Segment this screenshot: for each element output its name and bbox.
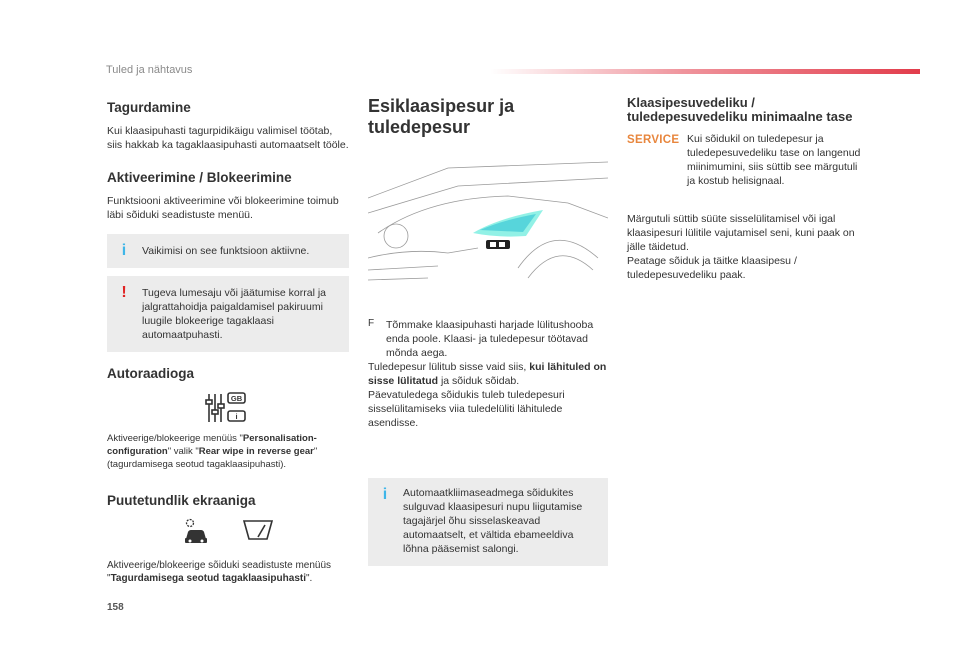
- bullet-text: Tõmmake klaasipuhasti harjade lülitushooba enda poole. Klaasi- ja tuledepesur töötavad mõnda aega.: [386, 319, 594, 359]
- bullet-marker: F: [368, 318, 375, 329]
- touch-icon-row: [107, 517, 349, 547]
- column-right: [627, 96, 865, 282]
- tagurdamine-text: Kui klaasipuhasti tagurpidikäigu valimisel töötab, siis hakkab ka tagaklaasipuhasti automaatselt tööle.: [107, 125, 349, 151]
- car-settings-icon: [181, 517, 211, 547]
- section-header: Tuled ja nähtavus: [106, 64, 193, 76]
- warning-icon: !: [121, 284, 127, 301]
- autoraadio-text: Aktiveerige/blokeerige menüüs "Personalisation-configuration" valik "Rear wipe in reverse gear" (tagurdamisega seotud tagaklaasipuhasti).: [107, 433, 318, 470]
- puutetundlik-title: Puutetundlik ekraaniga: [107, 493, 256, 508]
- warning-note: [107, 276, 349, 352]
- service-warning-row: [627, 132, 865, 188]
- washer-info-note: [368, 478, 608, 566]
- washer-text-1: Tuledepesur lülitub sisse vaid siis, kui lähituled on sisse lülitatud ja sõiduk sõidab.: [368, 361, 607, 387]
- column-middle: [368, 96, 608, 566]
- info-icon: i: [121, 242, 127, 259]
- info-note-text: Vaikimisi on see funktsioon aktiivne.: [142, 245, 310, 257]
- service-warning-icon: SERVICE: [627, 134, 680, 146]
- puutetundlik-text: Aktiveerige/blokeerige sõiduki seadistuste menüüs "Tagurdamisega seotud tagaklaasipuhasti".: [107, 560, 332, 584]
- autoraadio-title: Autoraadioga: [107, 366, 195, 381]
- washer-text-2: Päevatuledega sõidukis tuleb tuledepesuri sisselülitamiseks viia tuledelüliti lähitulede asendisse.: [368, 389, 565, 429]
- car-headlight-illustration: [368, 158, 608, 303]
- service-text: Kui sõidukil on tuledepesur ja tuledepesuvedeliku tase on langenud miinimumini, siis süttib see märgutuli ja kostub helisignaal.: [687, 133, 861, 187]
- tagurdamine-title: Tagurdamine: [107, 100, 191, 115]
- fluid-level-title: Klaasipesuvedeliku / tuledepesuvedeliku minimaalne tase: [627, 95, 853, 124]
- page-number: 158: [107, 602, 124, 613]
- column-left: [107, 96, 349, 585]
- info-icon: i: [382, 486, 388, 503]
- aktiveerimine-text: Funktsiooni aktiveerimine või blokeerimine toimub läbi sõiduki seadistuste menüü.: [107, 195, 339, 221]
- fluid-text-1: Märgutuli süttib süüte sisselülitamisel või igal klaasipesuri lülitile vajutamisel seni, kuni paak on jälle täidetud.: [627, 213, 855, 253]
- header-accent-bar: [490, 69, 920, 74]
- warning-note-text: Tugeva lumesaju või jäätumise korral ja jalgrattahoidja paigaldamisel pakiruumi luugile blokeerige tagaklaasi automaatpuhasti.: [142, 287, 327, 341]
- bullet-item: [368, 318, 608, 360]
- washer-title: Esiklaasipesur ja tuledepesur: [368, 96, 515, 137]
- info-note: [107, 234, 349, 268]
- wiper-icon: [241, 517, 275, 543]
- fluid-text-2: Peatage sõiduk ja täitke klaasipesu / tuledepesuvedeliku paak.: [627, 255, 797, 281]
- gb-label: GB: [230, 394, 243, 403]
- washer-info-note-text: Automaatkliimaseadmega sõidukites sulguvad klaasipesuri nupu liigutamise tagajärjel õhu sisselaskeavad automaatselt, et vältida ebameeldiva lõhna pääsemist salongi.: [403, 487, 583, 555]
- i-label: i: [235, 412, 238, 421]
- settings-sliders-icon: [204, 390, 252, 426]
- settings-icon-row: [107, 390, 349, 426]
- aktiveerimine-title: Aktiveerimine / Blokeerimine: [107, 170, 292, 185]
